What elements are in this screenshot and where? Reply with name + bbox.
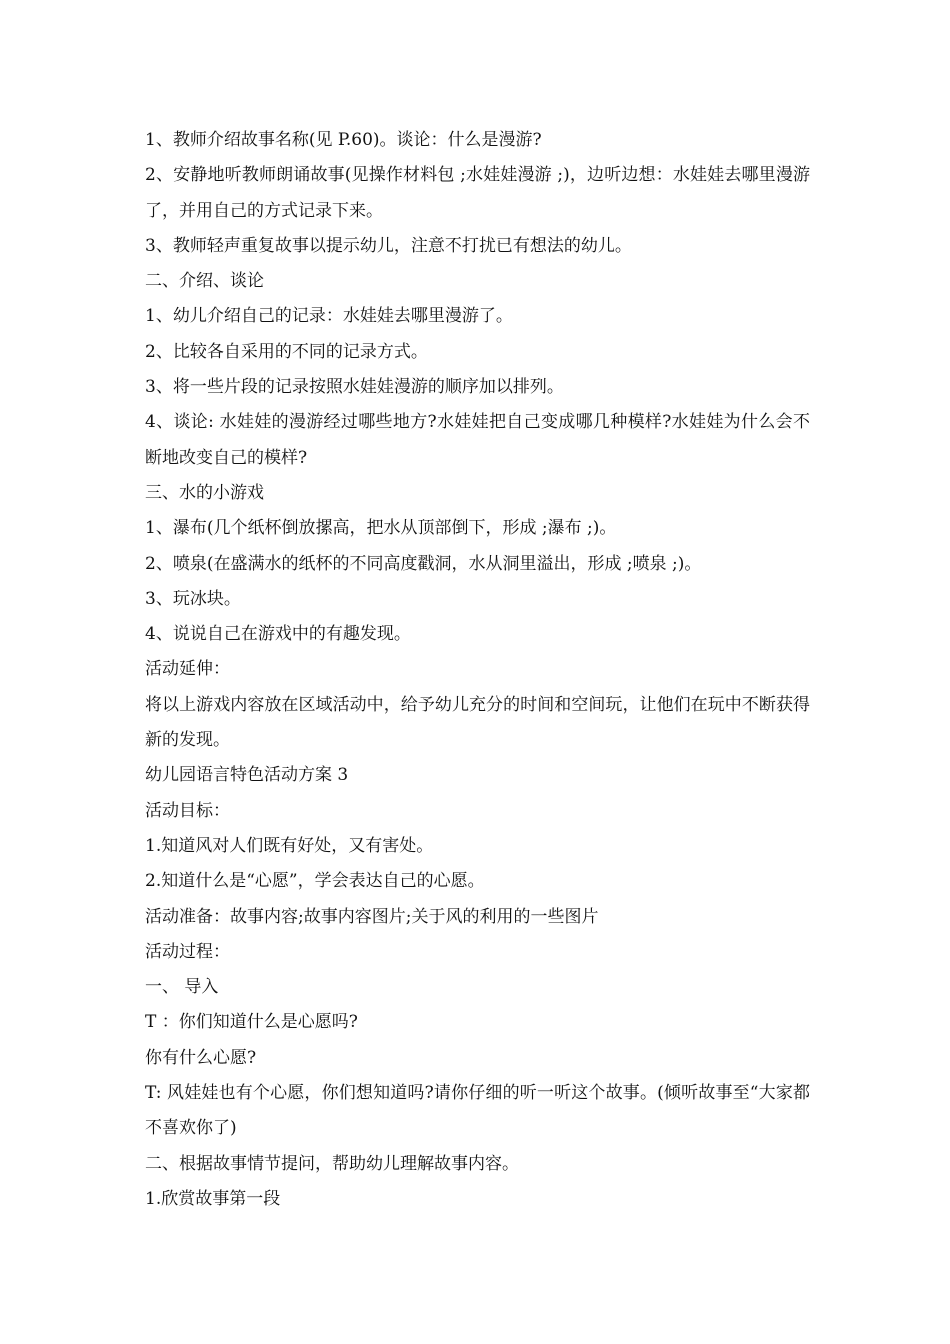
section-heading: 活动延伸： [145, 659, 230, 680]
section-heading: 活动过程： [145, 941, 230, 962]
section-heading: 活动目标： [145, 800, 230, 821]
paragraph: 将以上游戏内容放在区域活动中，给予幼儿充分的时间和空间玩，让他们在玩中不断获得新的发现。 [145, 694, 810, 751]
paragraph: 3、玩冰块。 [145, 588, 241, 609]
paragraph: 2、喷泉(在盛满水的纸杯的不同高度戳洞，水从洞里溢出，形成 ;喷泉 ;)。 [145, 553, 702, 574]
paragraph: 3、将一些片段的记录按照水娃娃漫游的顺序加以排列。 [145, 377, 564, 398]
section-heading: 二、根据故事情节提问，帮助幼儿理解故事内容。 [145, 1153, 519, 1174]
paragraph: 2.知道什么是“心愿”，学会表达自己的心愿。 [145, 871, 485, 892]
paragraph: 你有什么心愿? [145, 1047, 257, 1068]
section-heading: 一、 导入 [145, 977, 219, 998]
paragraph: 1、教师介绍故事名称(见 P.60)。谈论：什么是漫游? [145, 130, 542, 150]
paragraph: T ：你们知道什么是心愿吗? [145, 1012, 358, 1033]
section-heading: 二、介绍、谈论 [145, 271, 264, 292]
document-body [145, 123, 810, 1217]
paragraph: 4、谈论: 水娃娃的漫游经过哪些地方?水娃娃把自己变成哪几种模样?水娃娃为什么会不断地改变自己的模样? [145, 412, 810, 468]
paragraph: 1.知道风对人们既有好处，又有害处。 [145, 835, 434, 856]
document-title: 幼儿园语言特色活动方案 3 [145, 765, 349, 786]
paragraph: 4、说说自己在游戏中的有趣发现。 [145, 624, 411, 645]
paragraph: 2、比较各自采用的不同的记录方式。 [145, 341, 428, 362]
paragraph: 3、教师轻声重复故事以提示幼儿，注意不打扰已有想法的幼儿。 [145, 235, 632, 256]
paragraph: 1.欣赏故事第一段 [145, 1188, 281, 1209]
paragraph: 活动准备：故事内容;故事内容图片;关于风的利用的一些图片 [145, 906, 599, 927]
paragraph: T: 风娃娃也有个心愿，你们想知道吗?请你仔细的听一听这个故事。(倾听故事至“大家都不喜欢你了) [145, 1083, 810, 1139]
paragraph: 2、安静地听教师朗诵故事(见操作材料包 ;水娃娃漫游 ;)，边听边想：水娃娃去哪里漫游了，并用自己的方式记录下来。 [145, 165, 810, 221]
paragraph: 1、瀑布(几个纸杯倒放摞高，把水从顶部倒下，形成 ;瀑布 ;)。 [145, 518, 617, 539]
paragraph: 1、幼儿介绍自己的记录：水娃娃去哪里漫游了。 [145, 306, 513, 327]
section-heading: 三、水的小游戏 [145, 482, 264, 503]
